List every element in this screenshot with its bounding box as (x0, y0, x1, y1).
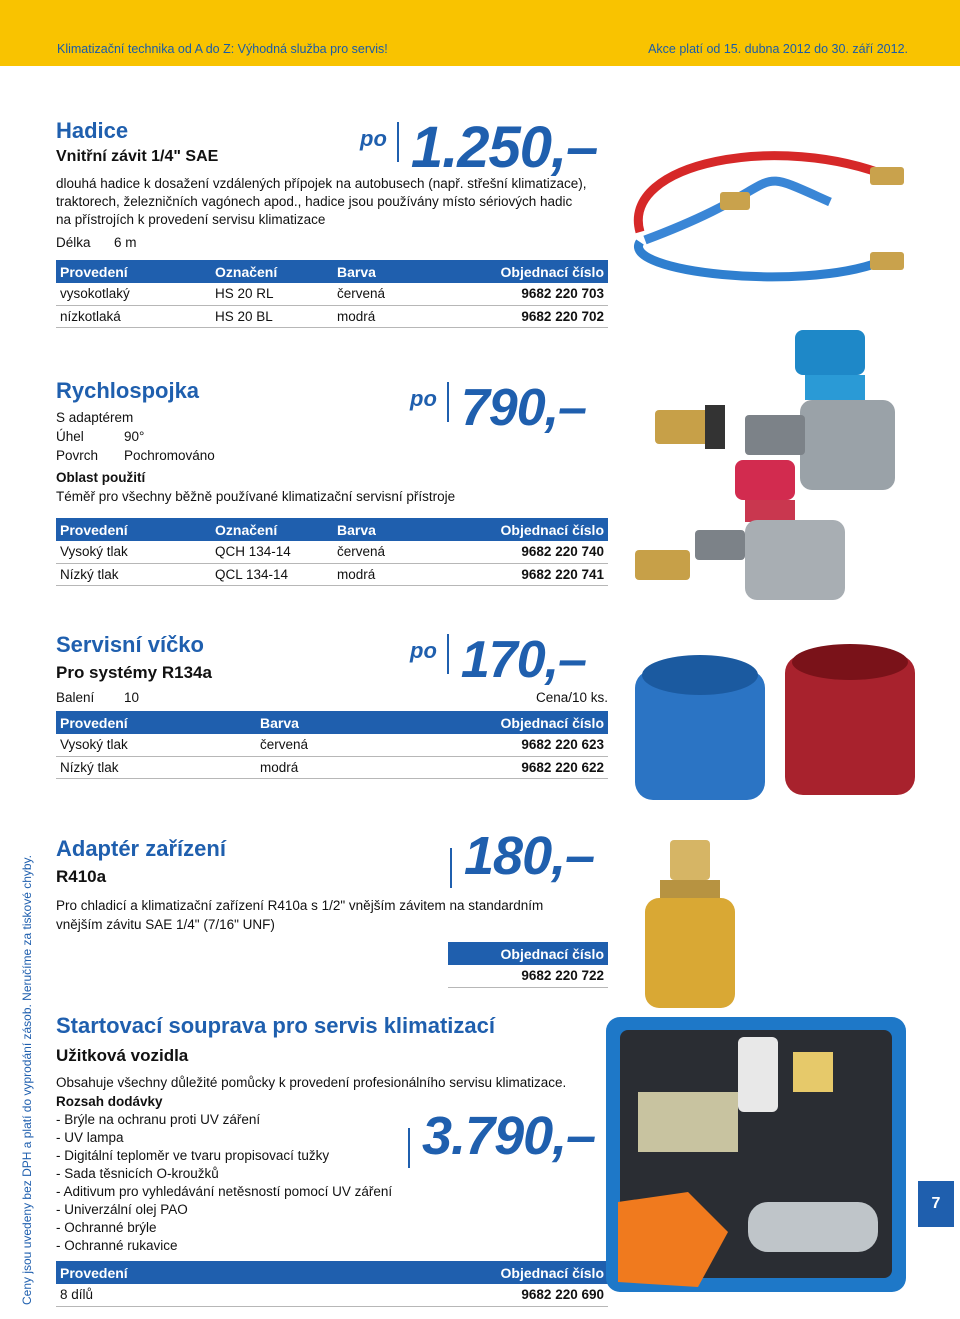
col-header: Objednací číslo (279, 1261, 608, 1284)
col-header: Provedení (56, 711, 256, 734)
table-row (56, 305, 608, 327)
coupler-price (410, 380, 586, 436)
hose-image (600, 122, 920, 322)
hoses-price (360, 115, 598, 180)
coupler-surface (56, 446, 608, 465)
header-bar (0, 0, 960, 66)
kit-table (56, 1261, 608, 1307)
hoses-desc-2: traktorech, železničních vagónech apod., hadice jsou používány místo sériových hadic (56, 194, 573, 209)
hoses-desc-1: dlouhá hadice k dosažení vzdálených přípojek na autobusech (např. střešní klimatizace), (56, 176, 587, 191)
col-header: Provedení (56, 1261, 279, 1284)
adapter-image (630, 835, 750, 1015)
table-cell: červená (256, 734, 374, 756)
table-cell: 8 dílů (56, 1284, 279, 1306)
coupler-image (625, 320, 925, 610)
list-item: - Digitální teploměr ve tvaru propisovací tužky (56, 1148, 330, 1163)
list-item: - Aditivum pro vyhledávání netěsností pomocí UV záření (56, 1184, 393, 1199)
table-row (56, 734, 608, 756)
angle-label: Úhel (56, 429, 84, 444)
col-header: Barva (333, 260, 425, 283)
hoses-subtitle: Vnitřní závit 1/4" SAE (56, 148, 219, 165)
price-value: 170,– (460, 631, 587, 689)
hoses-table (56, 260, 608, 328)
adapter-title: Adaptér zařízení (56, 836, 226, 861)
caps-image (625, 640, 925, 810)
price-prefix: po (360, 126, 387, 151)
col-header: Objednací číslo (425, 260, 608, 283)
table-header-row (56, 711, 608, 734)
kit-subtitle: Užitková vozidla (56, 1046, 189, 1065)
angle-value: 90° (124, 429, 145, 444)
kit-title: Startovací souprava pro servis klimatizací (56, 1013, 495, 1038)
col-header: Označení (211, 518, 333, 541)
table-row (56, 563, 608, 585)
table-cell: modrá (333, 305, 425, 327)
col-header: Barva (333, 518, 425, 541)
cap-subtitle: Pro systémy R134a (56, 663, 212, 682)
list-item: - Brýle na ochranu proti UV záření (56, 1112, 261, 1127)
list-item: - Ochranné brýle (56, 1220, 157, 1235)
price-value: 1.250,– (410, 115, 598, 180)
price-prefix: po (410, 638, 437, 663)
table-row (56, 965, 608, 987)
table-cell: Nízký tlak (56, 756, 256, 778)
coupler-line1: S adaptérem (56, 410, 134, 425)
adapter-table (56, 942, 608, 988)
pack-value: 10 (124, 690, 140, 705)
hoses-length-value: 6 m (114, 235, 137, 250)
col-header: Provedení (56, 518, 211, 541)
coupler-title: Rychlospojka (56, 378, 200, 403)
cap-price (410, 632, 586, 688)
adapter-subtitle: R410a (56, 867, 107, 886)
hoses-desc-3: na přístrojích k provedení servisu klimatizace (56, 212, 326, 227)
table-cell: QCL 134-14 (211, 563, 333, 585)
order-number: 9682 220 702 (425, 305, 608, 327)
col-header: Objednací číslo (425, 518, 608, 541)
order-number: 9682 220 690 (279, 1284, 608, 1306)
disclaimer-vertical: Ceny jsou uvedeny bez DPH a platí do vyprodání zásob. Neručíme za tiskové chyby. (20, 854, 34, 1305)
adapter-desc-1: Pro chladicí a klimatizační zařízení R410a s 1/2" vnějším závitem na standardním (56, 898, 544, 913)
col-header: Objednací číslo (374, 711, 608, 734)
price-value: 790,– (460, 379, 587, 437)
table-cell: červená (333, 283, 425, 305)
price-unit: Cena/10 ks. (535, 690, 608, 705)
order-number: 9682 220 741 (425, 563, 608, 585)
table-row (56, 541, 608, 563)
table-cell: Vysoký tlak (56, 734, 256, 756)
table-cell: vysokotlaký (56, 283, 211, 305)
table-cell: HS 20 RL (211, 283, 333, 305)
cap-pack (56, 688, 608, 707)
coupler-table (56, 518, 608, 586)
header-validity: Akce platí od 15. dubna 2012 do 30. září 2012. (648, 42, 908, 56)
order-number: 9682 220 703 (425, 283, 608, 305)
cap-title: Servisní víčko (56, 632, 204, 657)
hoses-length (56, 233, 608, 252)
cap-table (56, 711, 608, 779)
table-header-row (56, 518, 608, 541)
price-value: 3.790,– (422, 1106, 596, 1166)
col-header: Objednací číslo (448, 942, 608, 965)
kit-price (398, 1108, 595, 1168)
surface-label: Povrch (56, 448, 99, 463)
kit-case-image (598, 1012, 913, 1302)
list-item: - Univerzální olej PAO (56, 1202, 188, 1217)
order-number: 9682 220 622 (374, 756, 608, 778)
col-header: Barva (256, 711, 374, 734)
table-cell: HS 20 BL (211, 305, 333, 327)
adapter-price (440, 828, 594, 888)
surface-value: Pochromováno (124, 448, 215, 463)
table-cell: Nízký tlak (56, 563, 211, 585)
scope-label: Rozsah dodávky (56, 1094, 163, 1109)
col-header: Provedení (56, 260, 211, 283)
kit-desc: Obsahuje všechny důležité pomůcky k provedení profesionálního servisu klimatizace. (56, 1075, 567, 1090)
price-value: 180,– (464, 826, 595, 886)
table-row (56, 1284, 608, 1306)
table-cell: QCH 134-14 (211, 541, 333, 563)
list-item: - UV lampa (56, 1130, 124, 1145)
header-slogan: Klimatizační technika od A do Z: Výhodná služba pro servis! (57, 42, 388, 56)
use-text: Téměř pro všechny běžně používané klimatizační servisní přístroje (56, 489, 456, 504)
table-header-row (56, 942, 608, 965)
hoses-length-label: Délka (56, 235, 91, 250)
table-cell: modrá (333, 563, 425, 585)
col-header: Označení (211, 260, 333, 283)
adapter-desc-2: vnějším závitu SAE 1/4" (7/16" UNF) (56, 917, 275, 932)
table-row (56, 756, 608, 778)
list-item: - Ochranné rukavice (56, 1238, 178, 1253)
hoses-title: Hadice (56, 118, 129, 143)
order-number: 9682 220 722 (448, 965, 608, 987)
price-prefix: po (410, 386, 437, 411)
use-label: Oblast použití (56, 470, 146, 485)
table-cell: červená (333, 541, 425, 563)
table-header-row (56, 260, 608, 283)
list-item: - Sada těsnicích O-kroužků (56, 1166, 219, 1181)
page-number: 7 (918, 1181, 954, 1227)
table-cell: nízkotlaká (56, 305, 211, 327)
table-row (56, 283, 608, 305)
order-number: 9682 220 623 (374, 734, 608, 756)
order-number: 9682 220 740 (425, 541, 608, 563)
table-header-row (56, 1261, 608, 1284)
pack-label: Balení (56, 690, 95, 705)
table-cell: Vysoký tlak (56, 541, 211, 563)
table-cell: modrá (256, 756, 374, 778)
